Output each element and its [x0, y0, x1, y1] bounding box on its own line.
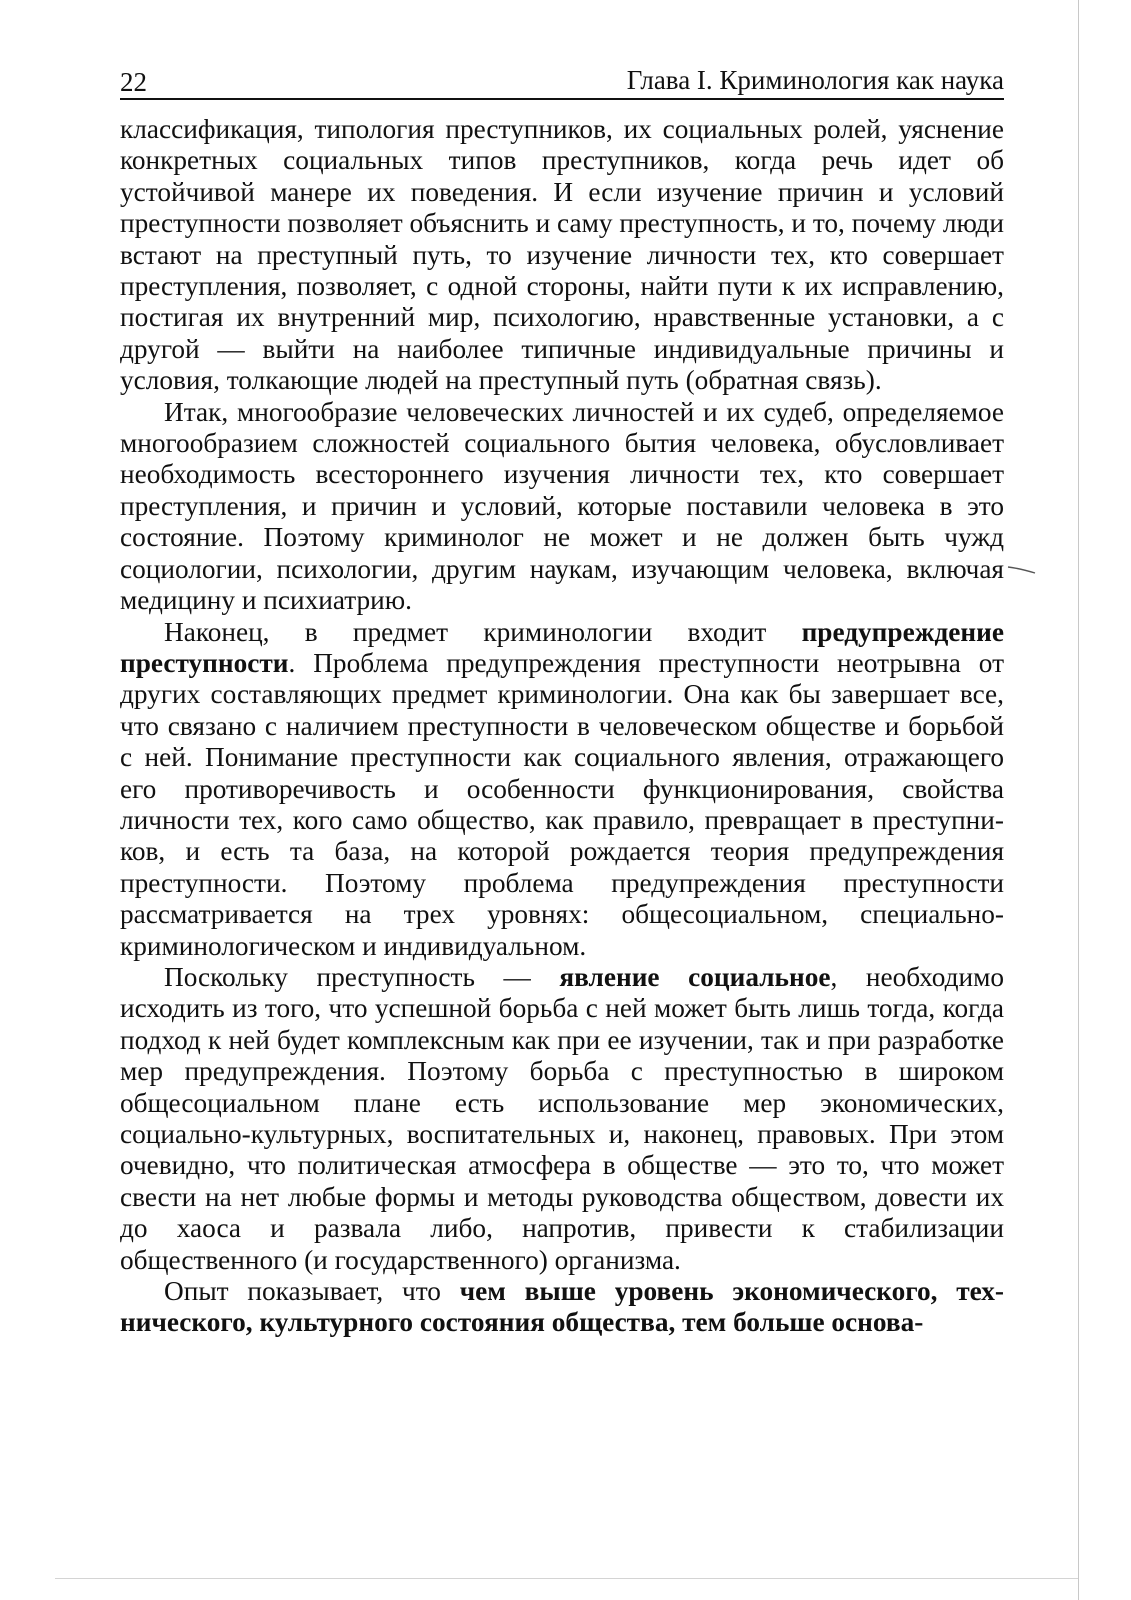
paragraph-text: классификация, типология преступников, их социальных ролей, уяснение конкретных социальных типов преступников, когда речь идет об устойчивой манере их поведения. И если изучение причин и условий преступности позволяет объяснить и саму преступность, и то, почему люди встают на преступный путь, то изучение личности тех, кто совершает преступления, позволяет, с одной стороны, найти пути к их исправлению, постигая их внутренний мир, психологию, нравственные установки, а с другой — выйти на наиболее типичные индивидуальные причины и условия, толкающие людей на преступный путь (обратная связь). [120, 114, 1004, 396]
paragraph-text: Наконец, в предмет криминологии входит [164, 616, 802, 647]
paragraph-text: . Проблема предупреждения преступности неотрывна от других составляющих предмет криминологии. Она как бы завершает все, что связано с наличием преступности в человеческом обществе и борьбой с ней. Понимание преступности как социального явления, отражающего его противоречивость и особенности функционирования, свойства личности тех, кого само общество, как правило, превращает в преступников, и есть та база, на которой рождается теория предупреждения преступности. Поэтому проблема предупреждения преступности рассматривается на трех уровнях: общесоциальном, специально-криминологическом и индивидуальном. [120, 647, 1004, 961]
paragraph-text: Опыт показывает, что [164, 1276, 460, 1307]
paragraph-text: Поскольку преступность — [164, 961, 560, 992]
paragraph [120, 1276, 1004, 1339]
paragraph [120, 617, 1004, 962]
page-number: 22 [120, 67, 147, 97]
bold-term: явление социальное [559, 961, 831, 992]
paragraph-text: , необходимо исходить из того, что успешной борьба с ней может быть лишь тогда, когда подход к ней будет комплексным как при ее изучении, так и при разработке мер предупреждения. Поэтому борьба с преступностью в широком общесоциальном плане есть использование мер экономических, социально-культурных, воспитательных и, наконец, правовых. При этом очевидно, что политическая атмосфера в обществе — это то, что может свести на нет любые формы и методы руководства обществом, довести их до хаоса и развала либо, напротив, привести к стабилизации общественного (и государственного) организма. [120, 961, 1005, 1275]
paragraph-text: Итак, многообразие человеческих личностей и их судеб, определяемое многообразием сложностей социального бытия человека, обусловливает необходимость всестороннего изучения личности тех, кто совершает преступления, и причин и условий, которые поставили человека в это состояние. Поэтому криминолог не может и не должен быть чужд социологии, психологии, другим наукам, изучающим человека, включая медицину и психиатрию. [120, 396, 1004, 616]
paragraph [120, 962, 1004, 1276]
paragraph [120, 114, 1004, 397]
bold-term: чем выше уровень экономического, технического, культурного состояния общества, тем больше основа- [120, 1276, 1004, 1338]
bold-term: предупреждение преступности [120, 616, 1004, 678]
paragraph [120, 397, 1004, 617]
body-text [120, 114, 1004, 1339]
margin-pencil-mark [1007, 563, 1037, 575]
chapter-title: Глава I. Криминология как наука [626, 65, 1004, 95]
page-bottom-edge [55, 1578, 1078, 1579]
page-edge-shadow [1078, 0, 1079, 1600]
book-page [120, 62, 1004, 1339]
header-rule [120, 98, 1004, 100]
running-head [120, 62, 1004, 98]
